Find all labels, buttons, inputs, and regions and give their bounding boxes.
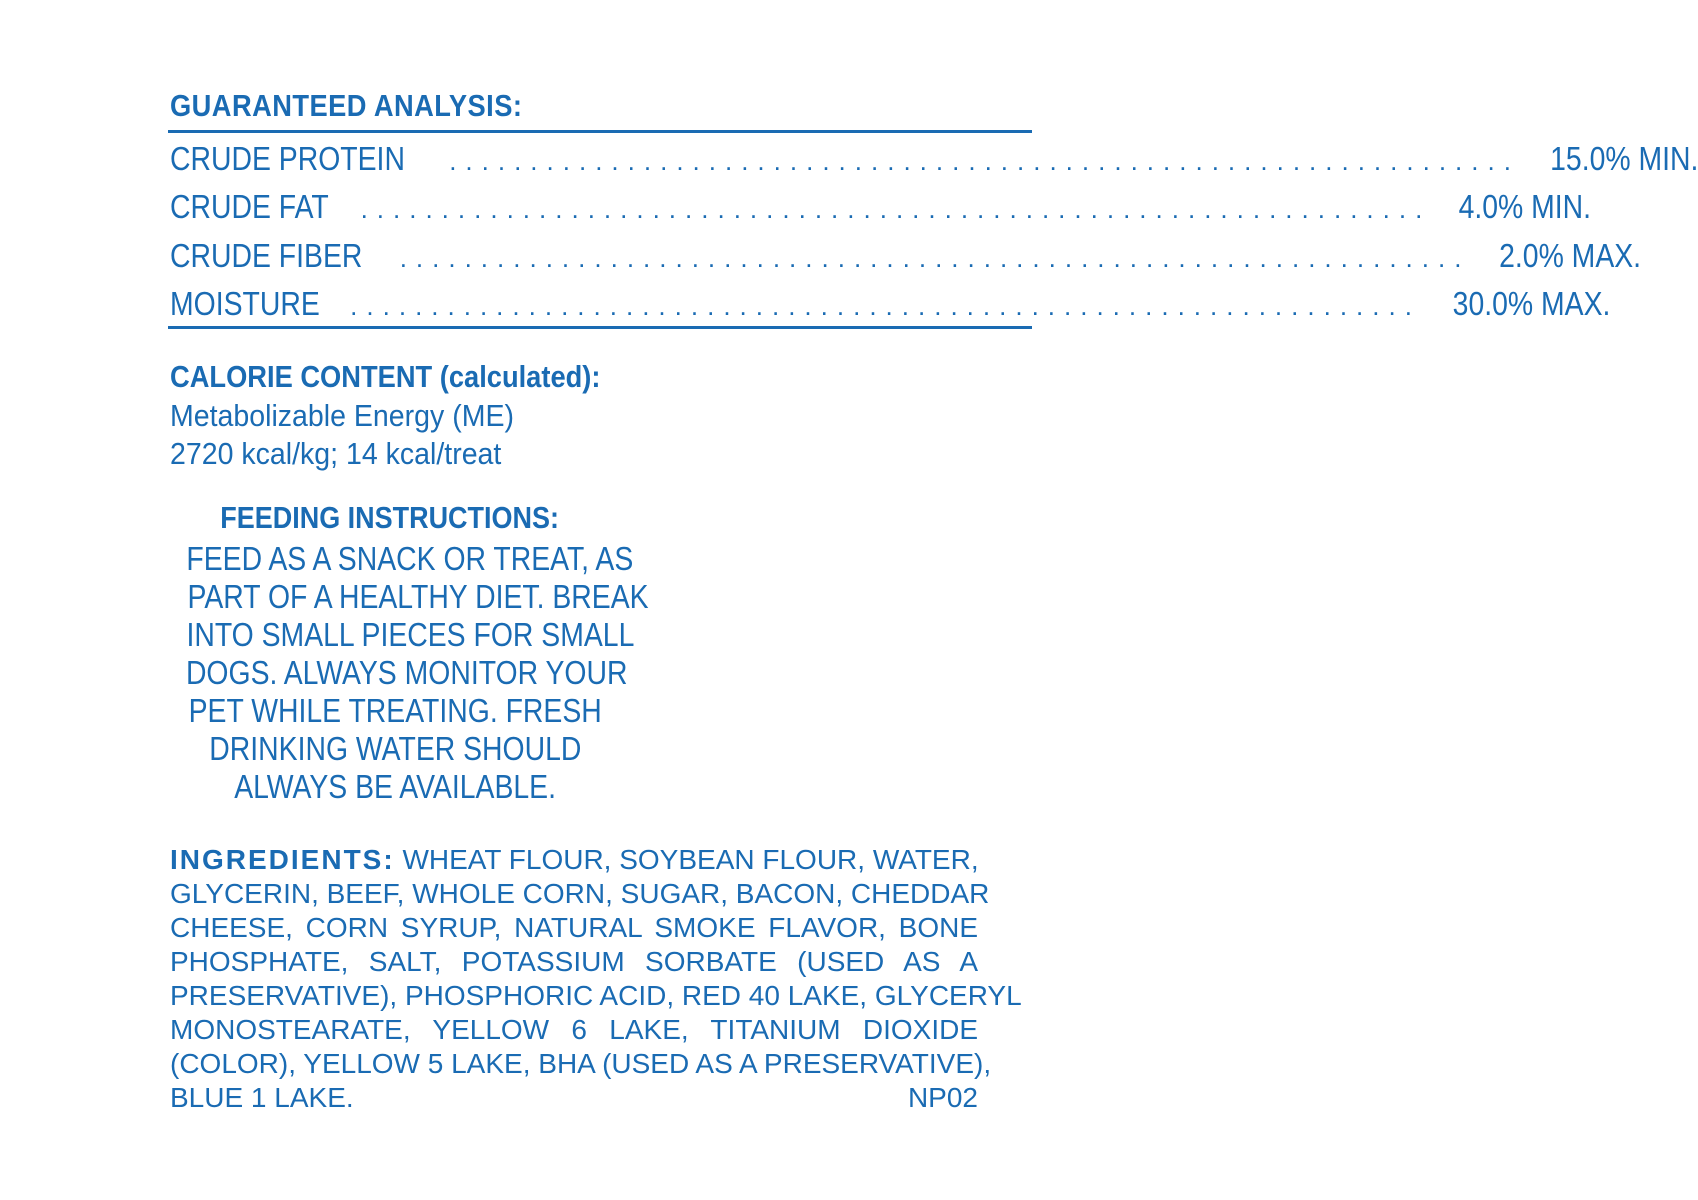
analysis-row	[170, 188, 1592, 228]
ingredients-line: GLYCERIN, BEEF, WHOLE CORN, SUGAR, BACON, CHEDDAR	[170, 878, 990, 909]
feeding-line-text: DOGS. ALWAYS MONITOR YOUR	[185, 654, 628, 691]
feeding-line-text: DRINKING WATER SHOULD	[208, 730, 582, 767]
product-code: NP02	[907, 1082, 978, 1113]
analysis-row-value: 15.0% MIN.	[1550, 140, 1698, 177]
ingredients-line: CHEESE, CORN SYRUP, NATURAL SMOKE FLAVOR, BONE	[170, 912, 978, 943]
feeding-line	[150, 730, 640, 768]
feeding-line	[150, 692, 640, 730]
ingredients-line: (COLOR), YELLOW 5 LAKE, BHA (USED AS A PRESERVATIVE),	[170, 1048, 992, 1079]
analysis-bottom-rule	[168, 326, 1032, 329]
feeding-line-text: INTO SMALL PIECES FOR SMALL	[186, 616, 635, 653]
ingredients-line	[170, 1081, 978, 1115]
ingredients-label: INGREDIENTS:	[170, 844, 395, 875]
analysis-row-value: 30.0% MAX.	[1452, 285, 1611, 322]
analysis-top-rule	[168, 130, 1032, 133]
leader-dots: ..................................................................	[449, 146, 1520, 176]
analysis-row	[170, 285, 1611, 325]
ingredients-line: PRESERVATIVE), PHOSPHORIC ACID, RED 40 LAKE, GLYCERYL	[170, 980, 1022, 1011]
ingredients-text: BLUE 1 LAKE.	[170, 1082, 354, 1113]
feeding-line	[150, 578, 649, 616]
calorie-content-title: CALORIE CONTENT (calculated):	[170, 359, 601, 394]
analysis-row-value: 2.0% MAX.	[1499, 237, 1642, 274]
ingredients-line: PHOSPHATE, SALT, POTASSIUM SORBATE (USED AS A	[170, 946, 978, 977]
feeding-line-text: PART OF A HEALTHY DIET. BREAK	[187, 578, 649, 615]
calorie-line: Metabolizable Energy (ME)	[170, 398, 514, 433]
analysis-row	[170, 140, 1698, 180]
analysis-row-name: CRUDE FAT	[170, 188, 329, 225]
feeding-line-text: ALWAYS BE AVAILABLE.	[234, 768, 556, 805]
feeding-line	[150, 654, 640, 692]
guaranteed-analysis-title: GUARANTEED ANALYSIS:	[170, 88, 523, 123]
calorie-line: 2720 kcal/kg; 14 kcal/treat	[170, 436, 502, 471]
analysis-row	[170, 237, 1642, 277]
analysis-row-name: CRUDE FIBER	[170, 237, 363, 274]
ingredients-line	[170, 843, 978, 877]
leader-dots: ..................................................................	[399, 243, 1471, 273]
feeding-line	[150, 540, 640, 578]
analysis-row-name: CRUDE PROTEIN	[170, 140, 405, 177]
feeding-instructions-title	[170, 500, 610, 536]
feeding-line	[150, 768, 640, 806]
feeding-line-text: PET WHILE TREATING. FRESH	[188, 692, 602, 729]
ingredients-text: WHEAT FLOUR, SOYBEAN FLOUR, WATER,	[402, 844, 979, 875]
analysis-row-name: MOISTURE	[170, 285, 320, 322]
ingredients-block	[170, 843, 1022, 1115]
feeding-line-text: FEED AS A SNACK OR TREAT, AS	[186, 540, 634, 577]
leader-dots: ..................................................................	[360, 194, 1432, 224]
ingredients-line: MONOSTEARATE, YELLOW 6 LAKE, TITANIUM DIOXIDE	[170, 1014, 978, 1045]
feeding-line	[150, 616, 640, 654]
leader-dots: ..................................................................	[350, 291, 1421, 321]
feeding-instructions-body	[150, 540, 649, 806]
analysis-row-value: 4.0% MIN.	[1458, 188, 1592, 225]
feeding-instructions-title-text: FEEDING INSTRUCTIONS:	[220, 500, 560, 535]
